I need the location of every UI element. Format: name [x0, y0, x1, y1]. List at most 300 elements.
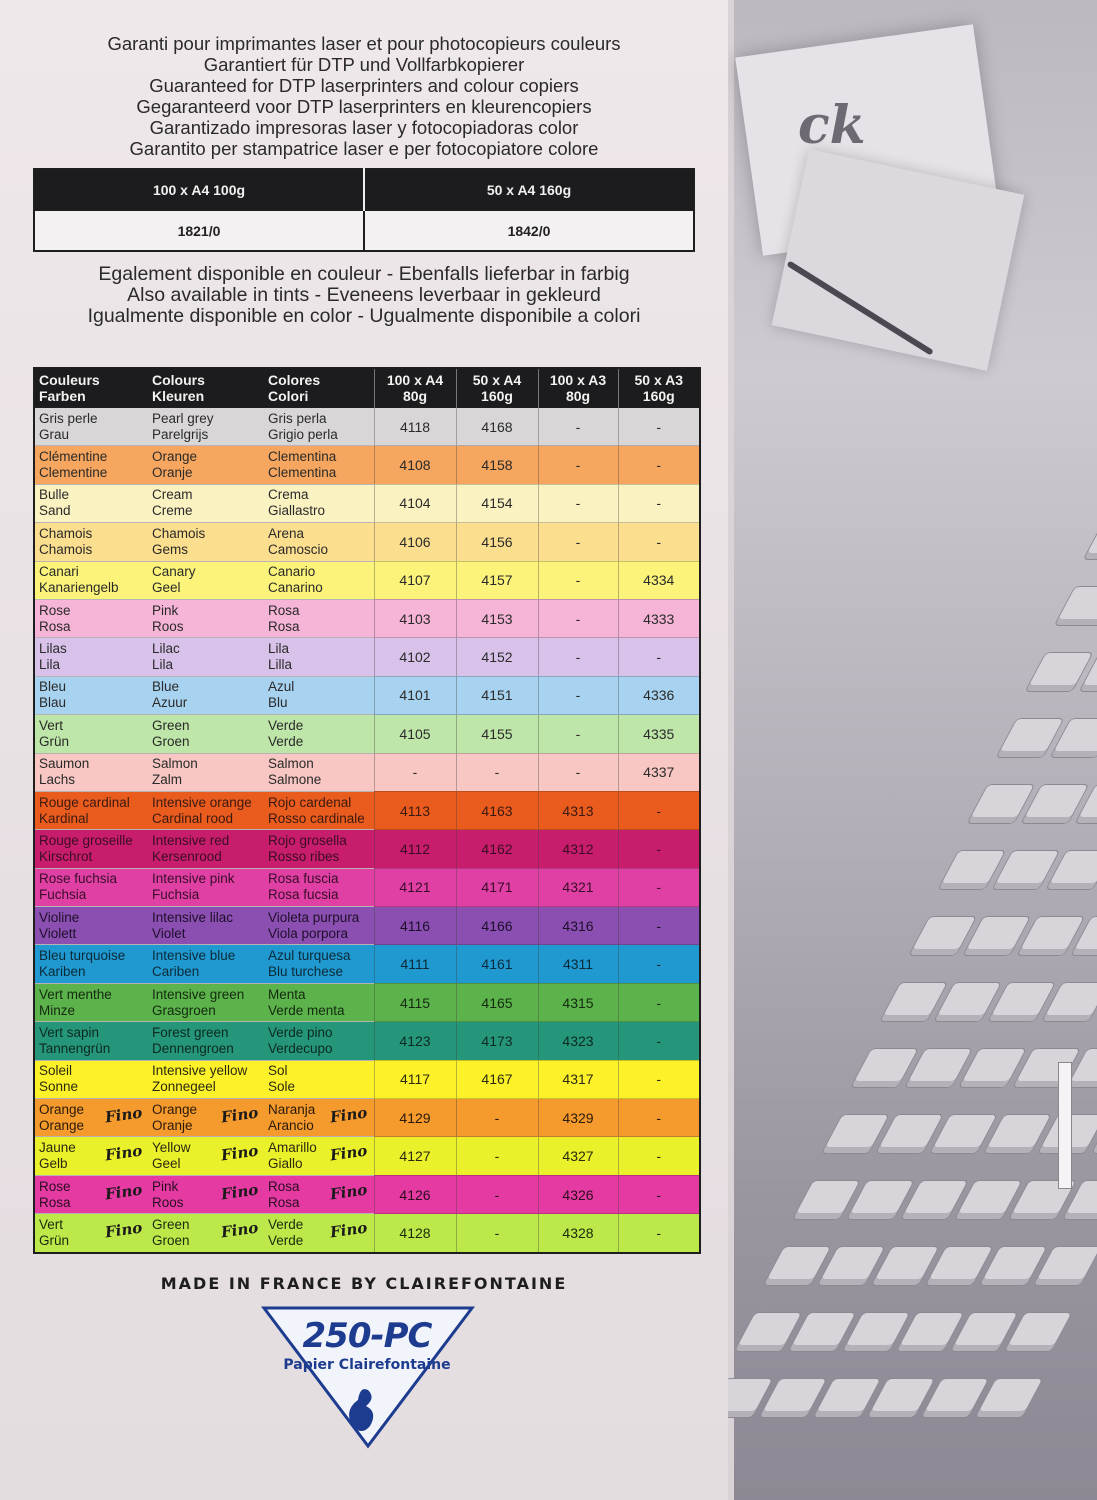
- product-code-cell: -: [618, 907, 700, 945]
- header-label: 160g: [481, 388, 513, 404]
- color-name: Bulle: [39, 487, 70, 503]
- color-name-cell: [264, 561, 374, 599]
- color-name: Salmon: [152, 756, 198, 772]
- color-table-header-cell: [618, 368, 700, 408]
- format-code-cell: 1821/0: [34, 210, 364, 251]
- header-label: 160g: [642, 388, 675, 404]
- color-name-cell: [264, 523, 374, 561]
- header-label: Colores: [268, 372, 321, 388]
- color-name-cell: [148, 907, 264, 945]
- fino-mark: Fino: [219, 1218, 260, 1242]
- color-name: Zalm: [152, 772, 182, 788]
- product-code-cell: 4336: [618, 676, 700, 714]
- color-name: Violine: [39, 909, 80, 925]
- color-name: Oranje: [152, 1117, 193, 1133]
- color-reference-table: [33, 367, 701, 1254]
- color-name: Kirschrot: [39, 848, 93, 864]
- color-name-cell: [34, 791, 148, 829]
- product-code-cell: 4162: [456, 830, 538, 868]
- color-name: Rosa: [268, 1194, 300, 1210]
- color-row: [34, 446, 700, 484]
- format-table-row: [34, 210, 694, 251]
- product-code-cell: -: [618, 945, 700, 983]
- header-label: 50 x A3: [634, 372, 683, 388]
- color-name-cell: [148, 561, 264, 599]
- product-code-cell: -: [618, 1099, 700, 1137]
- color-name-cell: [148, 1022, 264, 1060]
- keyboard-key: [1083, 520, 1097, 560]
- color-name-cell: [264, 408, 374, 446]
- color-name: Geel: [152, 580, 181, 596]
- color-name: Orange: [39, 1117, 85, 1133]
- color-name: Verde menta: [268, 1002, 345, 1018]
- header-label: Couleurs: [39, 372, 100, 388]
- color-table-header-cell: [34, 368, 148, 408]
- color-name-cell: [34, 715, 148, 753]
- product-code-cell: 4335: [618, 715, 700, 753]
- product-code-cell: -: [618, 408, 700, 446]
- color-name: Gems: [152, 541, 189, 557]
- product-code-cell: -: [618, 791, 700, 829]
- color-row: [34, 1099, 700, 1137]
- color-name: Lilac: [152, 641, 180, 657]
- product-code-cell: 4165: [456, 983, 538, 1021]
- color-name: Yellow: [152, 1140, 191, 1156]
- product-code-cell: 4327: [538, 1137, 618, 1175]
- color-name: Vert: [39, 1216, 64, 1232]
- product-code-cell: 4121: [374, 868, 456, 906]
- product-code-cell: 4329: [538, 1099, 618, 1137]
- product-code-cell: -: [538, 446, 618, 484]
- color-name: Naranja: [268, 1101, 316, 1117]
- header-label: Colours: [152, 372, 205, 388]
- color-name: Rosa: [39, 1194, 71, 1210]
- color-name-cell: [34, 446, 148, 484]
- color-name-cell: [148, 1214, 264, 1253]
- color-name-cell: [264, 907, 374, 945]
- product-code-cell: 4102: [374, 638, 456, 676]
- color-name: Chamois: [152, 525, 206, 541]
- color-table-header-cell: [264, 368, 374, 408]
- color-name: Verde: [268, 1216, 304, 1232]
- color-name: Clémentine: [39, 449, 108, 465]
- guarantee-line: Garantizado impresoras laser y fotocopiadoras color: [149, 117, 579, 138]
- color-name-cell: [148, 715, 264, 753]
- color-name-cell: [264, 945, 374, 983]
- color-name-cell: [34, 1060, 148, 1098]
- color-name: Verde: [268, 733, 304, 749]
- color-name: Tannengrün: [39, 1040, 111, 1056]
- color-name: Grasgroen: [152, 1002, 216, 1018]
- color-name: Rose: [39, 1178, 71, 1194]
- product-code-cell: 4107: [374, 561, 456, 599]
- product-code-cell: 4337: [618, 753, 700, 791]
- product-code-cell: 4151: [456, 676, 538, 714]
- logo-title: 250-PC: [302, 1316, 432, 1356]
- header-label: 100 x A3: [549, 372, 607, 388]
- guarantee-line: Garanti pour imprimantes laser et pour photocopieurs couleurs: [107, 33, 621, 54]
- product-code-cell: -: [538, 715, 618, 753]
- color-name: Forest green: [152, 1024, 229, 1040]
- color-name: Cream: [152, 487, 193, 503]
- color-name-cell: [148, 830, 264, 868]
- color-name: Blu: [268, 695, 288, 711]
- color-name: Salmone: [268, 772, 322, 788]
- color-name: Rosa fucsia: [268, 887, 339, 903]
- color-name: Pink: [152, 602, 179, 618]
- product-code-cell: -: [618, 1214, 700, 1253]
- color-table-header-cell: [374, 368, 456, 408]
- color-name: Sonne: [39, 1079, 79, 1095]
- fino-mark: Fino: [329, 1218, 369, 1242]
- color-table-header-cell: [538, 368, 618, 408]
- color-name: Lilas: [39, 641, 67, 657]
- product-code-cell: 4158: [456, 446, 538, 484]
- package-tab: [1058, 1062, 1072, 1189]
- color-name: Vert: [39, 717, 64, 733]
- color-name-cell: [34, 983, 148, 1021]
- color-name-cell: [264, 983, 374, 1021]
- product-code-cell: 4334: [618, 561, 700, 599]
- color-name: Giallastro: [268, 503, 326, 519]
- color-name: Vert sapin: [39, 1024, 100, 1040]
- color-name: Roos: [152, 618, 184, 634]
- product-code-cell: -: [538, 484, 618, 522]
- product-code-cell: -: [538, 638, 618, 676]
- photo-handwriting-decor: ck: [798, 95, 866, 156]
- color-name: Pearl grey: [152, 410, 214, 426]
- header-label: Kleuren: [152, 388, 205, 404]
- color-name: Saumon: [39, 756, 90, 772]
- color-name: Intensive green: [152, 986, 245, 1002]
- color-row: [34, 715, 700, 753]
- color-row: [34, 907, 700, 945]
- color-name: Cardinal rood: [152, 810, 234, 826]
- color-name-cell: [148, 408, 264, 446]
- product-code-cell: 4112: [374, 830, 456, 868]
- product-code-cell: 4128: [374, 1214, 456, 1253]
- color-name: Cariben: [152, 964, 200, 980]
- product-code-cell: 4117: [374, 1060, 456, 1098]
- product-code-cell: -: [538, 753, 618, 791]
- keyboard-key: [1053, 586, 1097, 626]
- color-name-cell: [34, 1175, 148, 1213]
- guarantee-line: Guaranteed for DTP laserprinters and colour copiers: [149, 75, 579, 96]
- color-name-cell: [148, 1137, 264, 1175]
- color-name: Lila: [39, 657, 61, 673]
- color-name: Verdecupo: [268, 1040, 333, 1056]
- product-code-cell: -: [618, 446, 700, 484]
- color-name: Creme: [152, 503, 193, 519]
- color-name-cell: [264, 599, 374, 637]
- product-code-cell: 4153: [456, 599, 538, 637]
- color-name: Blau: [39, 695, 67, 711]
- product-code-cell: 4161: [456, 945, 538, 983]
- logo-subtitle: Papier Clairefontaine: [283, 1357, 451, 1373]
- color-name: Geel: [152, 1156, 181, 1172]
- color-name-cell: [34, 676, 148, 714]
- product-code-cell: -: [618, 983, 700, 1021]
- photo-keyboard: [728, 520, 1097, 1500]
- color-name: Jaune: [39, 1140, 76, 1156]
- color-name: Rosa: [268, 618, 300, 634]
- color-name: Intensive blue: [152, 948, 236, 964]
- color-name: Grün: [39, 733, 70, 749]
- color-name: Menta: [268, 986, 306, 1002]
- color-row: [34, 868, 700, 906]
- color-table-header-cell: [456, 368, 538, 408]
- color-name: Kanariengelb: [39, 580, 119, 596]
- color-name: Rosa: [39, 618, 71, 634]
- product-code-cell: 4311: [538, 945, 618, 983]
- color-name: Verde: [268, 1232, 304, 1248]
- color-name: Sand: [39, 503, 71, 519]
- color-name: Gris perle: [39, 410, 98, 426]
- color-name-cell: [34, 1099, 148, 1137]
- color-row: [34, 1060, 700, 1098]
- color-name: Rosa fuscia: [268, 871, 339, 887]
- color-name: Green: [152, 1216, 190, 1232]
- format-table-header: [34, 169, 694, 210]
- color-row: [34, 983, 700, 1021]
- color-row: [34, 1214, 700, 1253]
- color-name-cell: [34, 408, 148, 446]
- color-name: Soleil: [39, 1063, 73, 1079]
- product-code-cell: 4171: [456, 868, 538, 906]
- color-name: Vert menthe: [39, 986, 112, 1002]
- color-name-cell: [264, 1175, 374, 1213]
- product-code-cell: -: [618, 1137, 700, 1175]
- product-code-cell: 4156: [456, 523, 538, 561]
- color-name: Rose fuchsia: [39, 871, 118, 887]
- color-name: Violeta purpura: [268, 909, 360, 925]
- product-code-cell: -: [456, 1137, 538, 1175]
- fino-mark: Fino: [329, 1141, 369, 1165]
- product-code-cell: 4105: [374, 715, 456, 753]
- color-name-cell: [148, 983, 264, 1021]
- color-name: Rosso ribes: [268, 848, 340, 864]
- color-name: Pink: [152, 1178, 179, 1194]
- fino-mark: Fino: [219, 1103, 260, 1127]
- product-code-cell: 4101: [374, 676, 456, 714]
- availability-line: Egalement disponible en couleur - Ebenfalls lieferbar in farbig: [98, 263, 630, 285]
- color-name: Oranje: [152, 465, 193, 481]
- availability-line: Igualmente disponible en color - Ugualmente disponibile a colori: [87, 305, 641, 327]
- header-label: Farben: [39, 388, 86, 404]
- color-name-cell: [264, 638, 374, 676]
- color-name-cell: [34, 523, 148, 561]
- color-name-cell: [264, 1214, 374, 1253]
- color-name: Orange: [152, 449, 198, 465]
- product-code-cell: 4168: [456, 408, 538, 446]
- fino-mark: Fino: [103, 1141, 144, 1165]
- color-name: Parelgrijs: [152, 426, 209, 442]
- color-name: Rouge groseille: [39, 832, 133, 848]
- format-header-cell: 100 x A4 100g: [34, 169, 364, 210]
- product-code-cell: -: [618, 638, 700, 676]
- product-code-cell: 4166: [456, 907, 538, 945]
- color-name: Canario: [268, 564, 316, 580]
- format-header-cell: 50 x A4 160g: [364, 169, 694, 210]
- product-code-cell: -: [456, 1214, 538, 1253]
- product-code-cell: 4127: [374, 1137, 456, 1175]
- color-name: Kardinal: [39, 810, 89, 826]
- color-name: Lilla: [268, 657, 293, 673]
- color-name: Amarillo: [268, 1140, 317, 1156]
- color-name: Rosa: [268, 1178, 300, 1194]
- color-name-cell: [148, 753, 264, 791]
- color-name-cell: [264, 791, 374, 829]
- product-code-cell: 4163: [456, 791, 538, 829]
- color-name: Verde: [268, 717, 304, 733]
- availability-text: [0, 264, 728, 327]
- fino-mark: Fino: [329, 1103, 369, 1127]
- color-row: [34, 561, 700, 599]
- color-name: Canarino: [268, 580, 323, 596]
- product-code-cell: 4323: [538, 1022, 618, 1060]
- color-name-cell: [34, 1022, 148, 1060]
- product-code-cell: -: [538, 408, 618, 446]
- format-table: [33, 168, 695, 252]
- product-code-cell: 4157: [456, 561, 538, 599]
- product-code-cell: 4111: [374, 945, 456, 983]
- color-name: Fuchsia: [152, 887, 200, 903]
- product-code-cell: 4129: [374, 1099, 456, 1137]
- product-code-cell: 4173: [456, 1022, 538, 1060]
- color-name: Lila: [268, 641, 290, 657]
- color-name: Salmon: [268, 756, 314, 772]
- color-name-cell: [34, 830, 148, 868]
- fino-mark: Fino: [103, 1180, 144, 1204]
- product-code-cell: -: [374, 753, 456, 791]
- color-name-cell: [34, 484, 148, 522]
- office-desk-photo: [728, 0, 1097, 1500]
- product-code-cell: 4152: [456, 638, 538, 676]
- color-name: Bleu turquoise: [39, 948, 126, 964]
- color-name: Green: [152, 717, 190, 733]
- color-name: Intensive yellow: [152, 1063, 248, 1079]
- color-name: Kersenrood: [152, 848, 222, 864]
- product-code-cell: 4321: [538, 868, 618, 906]
- color-name-cell: [264, 1137, 374, 1175]
- guarantee-line: Garantito per stampatrice laser e per fotocopiatore colore: [129, 138, 599, 159]
- fino-mark: Fino: [103, 1218, 144, 1242]
- color-name: Canary: [152, 564, 196, 580]
- color-name: Canari: [39, 564, 79, 580]
- product-code-cell: -: [618, 1060, 700, 1098]
- color-name: Intensive pink: [152, 871, 235, 887]
- color-name-cell: [148, 868, 264, 906]
- color-name: Lila: [152, 657, 174, 673]
- product-code-cell: 4167: [456, 1060, 538, 1098]
- color-name: Intensive red: [152, 832, 230, 848]
- product-code-cell: -: [618, 523, 700, 561]
- color-name: Orange: [152, 1101, 198, 1117]
- product-code-cell: 4155: [456, 715, 538, 753]
- color-name: Grau: [39, 426, 70, 442]
- color-name: Rosa: [268, 602, 300, 618]
- color-row: [34, 676, 700, 714]
- color-name: Intensive orange: [152, 794, 252, 810]
- color-name: Grün: [39, 1232, 70, 1248]
- color-name: Orange: [39, 1101, 85, 1117]
- fino-mark: Fino: [219, 1141, 260, 1165]
- color-name: Gris perla: [268, 410, 327, 426]
- product-code-cell: -: [456, 1175, 538, 1213]
- color-row: [34, 1137, 700, 1175]
- color-name: Clementina: [268, 465, 337, 481]
- color-row: [34, 638, 700, 676]
- color-name: Blue: [152, 679, 180, 695]
- color-name: Viola porpora: [268, 925, 349, 941]
- color-name-cell: [148, 484, 264, 522]
- header-label: 100 x A4: [386, 372, 444, 388]
- color-name: Rojo grosella: [268, 832, 347, 848]
- color-name-cell: [34, 1214, 148, 1253]
- color-name-cell: [264, 484, 374, 522]
- product-code-cell: -: [538, 599, 618, 637]
- product-code-cell: -: [456, 753, 538, 791]
- color-name: Clementina: [268, 449, 337, 465]
- color-name: Groen: [152, 733, 190, 749]
- color-name: Rose: [39, 602, 71, 618]
- color-name-cell: [34, 945, 148, 983]
- color-name: Arancio: [268, 1117, 314, 1133]
- product-code-cell: -: [618, 484, 700, 522]
- color-row: [34, 1175, 700, 1213]
- color-name: Azul turquesa: [268, 948, 351, 964]
- color-name-cell: [34, 561, 148, 599]
- color-name: Clementine: [39, 465, 108, 481]
- fino-mark: Fino: [219, 1180, 260, 1204]
- header-label: Colori: [268, 388, 309, 404]
- color-row: [34, 408, 700, 446]
- color-name-cell: [34, 753, 148, 791]
- color-name: Grigio perla: [268, 426, 338, 442]
- product-code-cell: -: [538, 523, 618, 561]
- color-name: Chamois: [39, 525, 93, 541]
- product-code-cell: 4115: [374, 983, 456, 1021]
- fino-mark: Fino: [329, 1180, 369, 1204]
- product-code-cell: 4106: [374, 523, 456, 561]
- color-name: Giallo: [268, 1156, 303, 1172]
- color-name: Camoscio: [268, 541, 329, 557]
- color-name-cell: [148, 1099, 264, 1137]
- color-table-header: [34, 368, 700, 408]
- color-name-cell: [34, 868, 148, 906]
- color-name-cell: [148, 523, 264, 561]
- color-name: Azuur: [152, 695, 188, 711]
- color-name-cell: [264, 715, 374, 753]
- color-name: Gelb: [39, 1156, 68, 1172]
- color-table-body: [34, 408, 700, 1253]
- color-name-cell: [148, 676, 264, 714]
- color-name: Bleu: [39, 679, 67, 695]
- product-code-cell: -: [538, 561, 618, 599]
- color-name-cell: [264, 446, 374, 484]
- product-code-cell: 4326: [538, 1175, 618, 1213]
- color-row: [34, 1022, 700, 1060]
- color-name-cell: [34, 599, 148, 637]
- color-name: Crema: [268, 487, 309, 503]
- header-label: 80g: [565, 388, 591, 404]
- color-name-cell: [34, 1137, 148, 1175]
- guarantee-text: [0, 33, 728, 159]
- color-row: [34, 791, 700, 829]
- color-row: [34, 599, 700, 637]
- color-name: Rouge cardinal: [39, 794, 130, 810]
- color-name: Fuchsia: [39, 887, 87, 903]
